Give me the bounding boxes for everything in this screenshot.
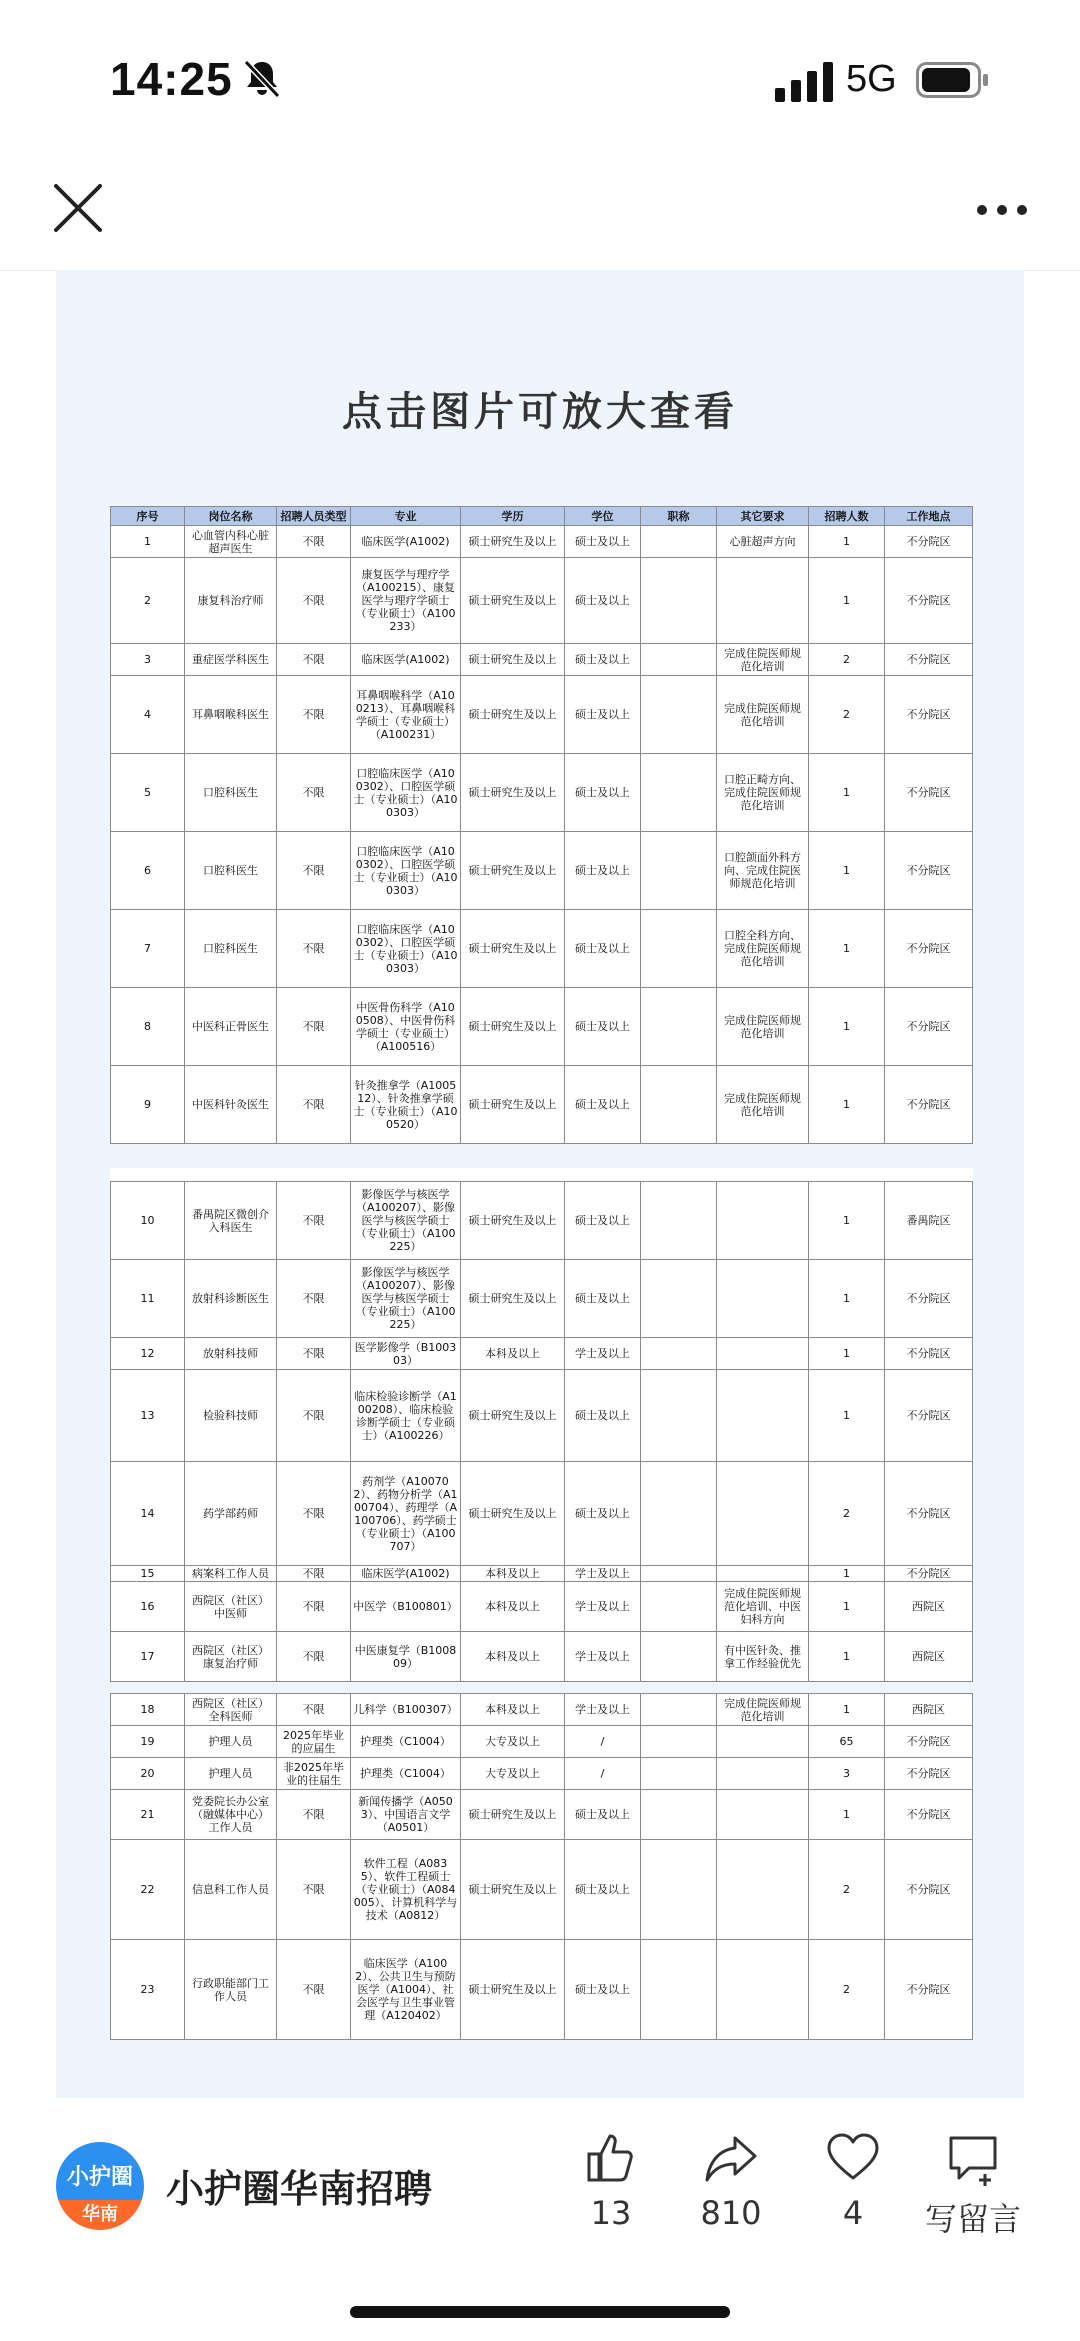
table-cell: 不分院区 — [885, 676, 973, 754]
table-cell — [717, 558, 809, 644]
table-cell: 10 — [111, 1182, 185, 1260]
account-avatar[interactable] — [56, 2142, 144, 2230]
table-cell: 硕士研究生及以上 — [461, 676, 565, 754]
table-cell: 9 — [111, 1066, 185, 1144]
battery-icon — [916, 62, 990, 98]
table-cell — [717, 1462, 809, 1566]
recruitment-table — [110, 1168, 973, 1682]
recruitment-table-part-1 — [110, 506, 972, 1144]
table-cell: 临床医学(A1002) — [351, 644, 461, 676]
more-options-icon[interactable] — [972, 190, 1032, 230]
table-cell: 8 — [111, 988, 185, 1066]
table-cell: 不限 — [277, 1462, 351, 1566]
table-cell: 非2025年毕业的往届生 — [277, 1758, 351, 1790]
table-cell — [641, 1338, 717, 1370]
table-cell: 康复医学与理疗学（A100215）、康复医学与理疗学硕士（专业硕士）（A100233） — [351, 558, 461, 644]
table-cell — [641, 1066, 717, 1144]
table-cell: 硕士及以上 — [565, 910, 641, 988]
table-row — [111, 1338, 973, 1370]
table-cell: 放射科诊断医生 — [185, 1260, 277, 1338]
table-cell: 7 — [111, 910, 185, 988]
table-cell — [641, 676, 717, 754]
table-cell: 西院区（社区）全科医师 — [185, 1694, 277, 1726]
table-row — [111, 1260, 973, 1338]
table-cell: 不分院区 — [885, 526, 973, 558]
table-cell: 不限 — [277, 1840, 351, 1940]
table-cell: 病案科工作人员 — [185, 1566, 277, 1582]
write-comment-label: 写留言 — [924, 2200, 1021, 2238]
table-cell: 23 — [111, 1940, 185, 2040]
table-header-cell: 招聘人数 — [809, 507, 885, 526]
table-cell: 硕士研究生及以上 — [461, 1182, 565, 1260]
table-cell: 2 — [111, 558, 185, 644]
table-cell — [641, 1694, 717, 1726]
table-cell: 1 — [809, 1370, 885, 1462]
table-cell: 番禺院区微创介入科医生 — [185, 1182, 277, 1260]
table-cell: 不分院区 — [885, 832, 973, 910]
table-cell: 学士及以上 — [565, 1566, 641, 1582]
table-cell: 完成住院医师规范化培训、中医妇科方向 — [717, 1582, 809, 1632]
table-cell: 硕士及以上 — [565, 676, 641, 754]
table-cell: 不限 — [277, 644, 351, 676]
table-cell — [717, 1338, 809, 1370]
table-cell: 不限 — [277, 1582, 351, 1632]
table-cell: 临床医学(A1002) — [351, 1566, 461, 1582]
table-cell: 本科及以上 — [461, 1566, 565, 1582]
table-cell: 耳鼻咽喉科医生 — [185, 676, 277, 754]
table-cell: 不分院区 — [885, 1260, 973, 1338]
table-cell: 不分院区 — [885, 1462, 973, 1566]
table-row — [111, 1940, 973, 2040]
table-cell: 大专及以上 — [461, 1758, 565, 1790]
table-row — [111, 1632, 973, 1682]
table-cell: 不限 — [277, 1790, 351, 1840]
table-cell: 中医康复学（B100809） — [351, 1632, 461, 1682]
recruitment-table-part-2 — [110, 1168, 972, 1682]
cellular-signal-icon — [775, 62, 837, 102]
comment-add-icon — [945, 2130, 1001, 2186]
table-cell: 2025年毕业的应届生 — [277, 1726, 351, 1758]
table-cell: 1 — [809, 832, 885, 910]
top-nav-bar — [0, 160, 1080, 271]
account-name[interactable]: 小护圈华南招聘 — [166, 2167, 433, 2211]
table-cell: / — [565, 1758, 641, 1790]
table-cell: 新闻传播学（A0503）、中国语言文学（A0501） — [351, 1790, 461, 1840]
table-cell: 不分院区 — [885, 1370, 973, 1462]
table-cell: 大专及以上 — [461, 1726, 565, 1758]
table-cell: 口腔正畸方向、完成住院医师规范化培训 — [717, 754, 809, 832]
table-cell: 口腔临床医学（A100302）、口腔医学硕士（专业硕士）（A100303） — [351, 832, 461, 910]
status-bar — [0, 0, 1080, 160]
table-cell: 不限 — [277, 754, 351, 832]
table-cell: 护理类（C1004） — [351, 1726, 461, 1758]
table-cell: 临床医学（A1002）、公共卫生与预防医学（A1004）、社会医学与卫生事业管理（A120402） — [351, 1940, 461, 2040]
table-cell: 1 — [809, 754, 885, 832]
like-button[interactable] — [556, 2130, 666, 2232]
table-cell: 西院区（社区）康复治疗师 — [185, 1632, 277, 1682]
table-cell: 儿科学（B100307） — [351, 1694, 461, 1726]
table-cell: 不分院区 — [885, 644, 973, 676]
table-cell: 口腔全科方向、完成住院医师规范化培训 — [717, 910, 809, 988]
table-cell: 不限 — [277, 1940, 351, 2040]
table-cell: 4 — [111, 676, 185, 754]
table-cell: 党委院长办公室（融媒体中心）工作人员 — [185, 1790, 277, 1840]
table-cell: 20 — [111, 1758, 185, 1790]
table-cell: 心脏超声方向 — [717, 526, 809, 558]
table-cell — [717, 1790, 809, 1840]
table-cell: 有中医针灸、推拿工作经验优先 — [717, 1632, 809, 1682]
table-cell: 1 — [111, 526, 185, 558]
table-row — [111, 1582, 973, 1632]
table-cell — [641, 1726, 717, 1758]
recruitment-table-part-3 — [110, 1693, 972, 2040]
table-cell: 不限 — [277, 1632, 351, 1682]
table-cell: 2 — [809, 676, 885, 754]
table-cell: 硕士及以上 — [565, 1940, 641, 2040]
table-header-cell: 工作地点 — [885, 507, 973, 526]
table-cell: 硕士及以上 — [565, 1370, 641, 1462]
table-cell: 硕士研究生及以上 — [461, 988, 565, 1066]
table-cell: 2 — [809, 1840, 885, 1940]
table-header-row — [111, 1168, 973, 1182]
favorite-button[interactable] — [798, 2130, 908, 2232]
table-cell: 不限 — [277, 988, 351, 1066]
article-headline: 点击图片可放大查看 — [342, 389, 738, 435]
table-cell: 硕士研究生及以上 — [461, 910, 565, 988]
table-cell: 硕士及以上 — [565, 1840, 641, 1940]
table-cell: 不分院区 — [885, 1066, 973, 1144]
recruitment-table — [110, 1693, 973, 2040]
table-cell: 1 — [809, 1694, 885, 1726]
table-cell: 硕士及以上 — [565, 754, 641, 832]
table-cell — [641, 558, 717, 644]
table-cell — [641, 1758, 717, 1790]
table-cell: 完成住院医师规范化培训 — [717, 1066, 809, 1144]
network-type: 5G — [846, 58, 897, 100]
table-cell: 1 — [809, 988, 885, 1066]
table-cell: 硕士及以上 — [565, 1066, 641, 1144]
table-cell: 硕士及以上 — [565, 988, 641, 1066]
table-cell: 17 — [111, 1632, 185, 1682]
table-cell — [641, 1370, 717, 1462]
table-cell: 护理类（C1004） — [351, 1758, 461, 1790]
table-cell: 康复科治疗师 — [185, 558, 277, 644]
table-cell: 不分院区 — [885, 1940, 973, 2040]
table-cell: 22 — [111, 1840, 185, 1940]
table-cell: 16 — [111, 1582, 185, 1632]
table-cell: 学士及以上 — [565, 1632, 641, 1682]
share-arrow-icon — [703, 2130, 759, 2186]
table-cell: 硕士研究生及以上 — [461, 1790, 565, 1840]
table-cell: 检验科技师 — [185, 1370, 277, 1462]
table-cell: 不分院区 — [885, 1790, 973, 1840]
table-cell: 硕士及以上 — [565, 526, 641, 558]
table-cell: 口腔科医生 — [185, 910, 277, 988]
table-cell: 1 — [809, 558, 885, 644]
table-cell: 心血管内科心脏超声医生 — [185, 526, 277, 558]
table-cell: 硕士研究生及以上 — [461, 1066, 565, 1144]
table-cell: 不限 — [277, 1182, 351, 1260]
table-row — [111, 676, 973, 754]
table-cell — [717, 1260, 809, 1338]
table-cell: 本科及以上 — [461, 1582, 565, 1632]
table-cell: 不限 — [277, 558, 351, 644]
table-cell: 口腔临床医学（A100302）、口腔医学硕士（专业硕士）（A100303） — [351, 754, 461, 832]
table-cell: 不限 — [277, 910, 351, 988]
table-cell: 不分院区 — [885, 910, 973, 988]
recruitment-table — [110, 506, 973, 1144]
table-cell: 不限 — [277, 1066, 351, 1144]
table-cell: 学士及以上 — [565, 1338, 641, 1370]
table-header-cell: 序号 — [111, 507, 185, 526]
table-cell: 2 — [809, 1940, 885, 2040]
table-cell: 硕士及以上 — [565, 1182, 641, 1260]
table-cell — [717, 1840, 809, 1940]
table-cell: 硕士研究生及以上 — [461, 1940, 565, 2040]
table-cell: 学士及以上 — [565, 1694, 641, 1726]
table-cell — [641, 1940, 717, 2040]
table-cell: 护理人员 — [185, 1758, 277, 1790]
table-cell: 5 — [111, 754, 185, 832]
thumbs-up-icon — [583, 2130, 639, 2186]
table-cell: 1 — [809, 1066, 885, 1144]
table-header-cell: 其它要求 — [717, 507, 809, 526]
table-cell: 1 — [809, 1338, 885, 1370]
table-cell — [641, 1462, 717, 1566]
table-cell: 3 — [111, 644, 185, 676]
table-cell: 药学部药师 — [185, 1462, 277, 1566]
table-cell: 信息科工作人员 — [185, 1840, 277, 1940]
table-cell: 西院区 — [885, 1582, 973, 1632]
table-cell: 2 — [809, 1462, 885, 1566]
table-cell — [641, 1582, 717, 1632]
share-count: 810 — [700, 2194, 762, 2232]
table-cell — [641, 754, 717, 832]
table-row — [111, 1726, 973, 1758]
table-cell — [717, 1726, 809, 1758]
table-row — [111, 1066, 973, 1144]
table-cell: 不限 — [277, 1566, 351, 1582]
table-cell: 护理人员 — [185, 1726, 277, 1758]
table-cell: 软件工程（A0835）、软件工程硕士（专业硕士）（A084005）、计算机科学与技术（A0812） — [351, 1840, 461, 1940]
table-cell: 1 — [809, 1260, 885, 1338]
table-cell: 口腔临床医学（A100302）、口腔医学硕士（专业硕士）（A100303） — [351, 910, 461, 988]
table-cell — [641, 832, 717, 910]
table-cell: 重症医学科医生 — [185, 644, 277, 676]
table-cell: / — [565, 1726, 641, 1758]
table-cell: 完成住院医师规范化培训 — [717, 1694, 809, 1726]
table-cell: 硕士及以上 — [565, 832, 641, 910]
table-cell: 1 — [809, 910, 885, 988]
table-cell: 影像医学与核医学（A100207）、影像医学与核医学硕士（专业硕士）（A100225） — [351, 1182, 461, 1260]
table-cell: 不分院区 — [885, 558, 973, 644]
table-row — [111, 1566, 973, 1582]
table-cell: 不限 — [277, 676, 351, 754]
table-cell: 不分院区 — [885, 1566, 973, 1582]
table-row — [111, 558, 973, 644]
table-cell: 临床检验诊断学（A100208）、临床检验诊断学硕士（专业硕士）（A100226） — [351, 1370, 461, 1462]
table-header-cell: 学位 — [565, 507, 641, 526]
table-cell: 不限 — [277, 1694, 351, 1726]
avatar-bottom-text: 华南 — [82, 2204, 118, 2225]
table-cell: 针灸推拿学（A100512）、针灸推拿学硕士（专业硕士）（A100520） — [351, 1066, 461, 1144]
table-cell: 硕士研究生及以上 — [461, 1462, 565, 1566]
table-cell — [717, 1182, 809, 1260]
table-cell: 硕士研究生及以上 — [461, 644, 565, 676]
table-cell: 硕士研究生及以上 — [461, 832, 565, 910]
table-cell: 2 — [809, 644, 885, 676]
table-cell: 65 — [809, 1726, 885, 1758]
table-cell: 不分院区 — [885, 988, 973, 1066]
table-cell — [641, 1790, 717, 1840]
article-image[interactable] — [56, 270, 1024, 2100]
table-cell — [641, 1632, 717, 1682]
table-row — [111, 1758, 973, 1790]
like-count: 13 — [590, 2194, 632, 2232]
write-comment-button[interactable] — [918, 2130, 1028, 2240]
table-cell: 18 — [111, 1694, 185, 1726]
table-cell: 硕士研究生及以上 — [461, 754, 565, 832]
close-icon[interactable] — [50, 180, 106, 236]
table-cell: 本科及以上 — [461, 1694, 565, 1726]
table-cell: 口腔颌面外科方向、完成住院医师规范化培训 — [717, 832, 809, 910]
table-row — [111, 754, 973, 832]
table-cell: 放射科技师 — [185, 1338, 277, 1370]
table-cell: 不分院区 — [885, 1840, 973, 1940]
table-header-row — [111, 507, 973, 526]
table-cell: 中医学（B100801） — [351, 1582, 461, 1632]
table-row — [111, 1182, 973, 1260]
share-button[interactable] — [676, 2130, 786, 2232]
table-cell: 不分院区 — [885, 1758, 973, 1790]
table-cell — [641, 1260, 717, 1338]
table-cell: 临床医学(A1002) — [351, 526, 461, 558]
table-cell: 口腔科医生 — [185, 754, 277, 832]
table-header-cell: 职称 — [641, 507, 717, 526]
table-cell: 1 — [809, 1566, 885, 1582]
table-cell: 中医科正骨医生 — [185, 988, 277, 1066]
table-cell — [641, 526, 717, 558]
table-row — [111, 910, 973, 988]
table-cell: 完成住院医师规范化培训 — [717, 644, 809, 676]
table-header-cell: 学历 — [461, 507, 565, 526]
table-cell: 不分院区 — [885, 1726, 973, 1758]
table-header-cell: 招聘人员类型 — [277, 507, 351, 526]
table-cell — [641, 1182, 717, 1260]
table-cell — [641, 1840, 717, 1940]
table-cell: 不限 — [277, 832, 351, 910]
table-cell: 硕士研究生及以上 — [461, 558, 565, 644]
table-cell: 学士及以上 — [565, 1582, 641, 1632]
favorite-count: 4 — [842, 2194, 864, 2232]
table-cell: 14 — [111, 1462, 185, 1566]
table-cell: 不限 — [277, 1260, 351, 1338]
table-cell: 药剂学（A100702）、药物分析学（A100704）、药理学（A100706）、药学硕士（专业硕士）（A100707） — [351, 1462, 461, 1566]
table-cell: 硕士研究生及以上 — [461, 1260, 565, 1338]
home-indicator[interactable] — [350, 2306, 730, 2318]
table-cell: 中医科针灸医生 — [185, 1066, 277, 1144]
table-cell: 耳鼻咽喉科学（A100213）、耳鼻咽喉科学硕士（专业硕士）（A100231） — [351, 676, 461, 754]
table-row — [111, 832, 973, 910]
table-cell: 15 — [111, 1566, 185, 1582]
table-cell: 中医骨伤科学（A100508）、中医骨伤科学硕士（专业硕士）（A100516） — [351, 988, 461, 1066]
table-cell: 6 — [111, 832, 185, 910]
table-row — [111, 1370, 973, 1462]
table-row — [111, 1840, 973, 1940]
table-header-cell: 岗位名称 — [185, 507, 277, 526]
table-cell: 西院区 — [885, 1632, 973, 1682]
table-cell: 1 — [809, 526, 885, 558]
table-cell: 西院区（社区）中医师 — [185, 1582, 277, 1632]
status-time: 14:25 — [110, 53, 233, 105]
heart-icon — [825, 2130, 881, 2186]
table-cell: 12 — [111, 1338, 185, 1370]
table-cell — [717, 1370, 809, 1462]
table-cell — [641, 988, 717, 1066]
table-row — [111, 988, 973, 1066]
table-cell: 不分院区 — [885, 754, 973, 832]
table-cell: 西院区 — [885, 1694, 973, 1726]
table-cell: 完成住院医师规范化培训 — [717, 676, 809, 754]
table-cell: 硕士及以上 — [565, 644, 641, 676]
table-row — [111, 526, 973, 558]
table-cell: 13 — [111, 1370, 185, 1462]
table-cell: 11 — [111, 1260, 185, 1338]
table-cell: 1 — [809, 1632, 885, 1682]
table-row — [111, 1694, 973, 1726]
table-cell — [641, 1566, 717, 1582]
table-cell: 1 — [809, 1182, 885, 1260]
avatar-top-text: 小护圈 — [66, 2165, 133, 2190]
table-cell: 硕士及以上 — [565, 1462, 641, 1566]
table-cell: 医学影像学（B100303） — [351, 1338, 461, 1370]
table-header-cell: 专业 — [351, 507, 461, 526]
table-cell: 硕士及以上 — [565, 558, 641, 644]
table-cell — [717, 1758, 809, 1790]
table-cell: 硕士研究生及以上 — [461, 1370, 565, 1462]
table-cell: 完成住院医师规范化培训 — [717, 988, 809, 1066]
table-cell: 本科及以上 — [461, 1338, 565, 1370]
table-cell: 21 — [111, 1790, 185, 1840]
table-cell: 硕士研究生及以上 — [461, 526, 565, 558]
table-cell: 口腔科医生 — [185, 832, 277, 910]
table-cell — [641, 644, 717, 676]
table-cell — [641, 910, 717, 988]
table-cell: 硕士及以上 — [565, 1260, 641, 1338]
table-cell: 不限 — [277, 1370, 351, 1462]
table-row — [111, 1462, 973, 1566]
table-cell: 硕士研究生及以上 — [461, 1840, 565, 1940]
table-cell: 1 — [809, 1790, 885, 1840]
table-row — [111, 1790, 973, 1840]
table-cell: 19 — [111, 1726, 185, 1758]
table-cell: 番禺院区 — [885, 1182, 973, 1260]
table-cell: 硕士及以上 — [565, 1790, 641, 1840]
table-cell: 3 — [809, 1758, 885, 1790]
bell-muted-icon — [240, 56, 284, 100]
table-cell: 不限 — [277, 526, 351, 558]
table-row — [111, 644, 973, 676]
table-cell: 影像医学与核医学（A100207）、影像医学与核医学硕士（专业硕士）（A100225） — [351, 1260, 461, 1338]
table-cell — [717, 1940, 809, 2040]
table-cell — [717, 1566, 809, 1582]
table-cell: 1 — [809, 1582, 885, 1632]
table-cell: 行政职能部门工作人员 — [185, 1940, 277, 2040]
table-cell: 不分院区 — [885, 1338, 973, 1370]
table-cell: 本科及以上 — [461, 1632, 565, 1682]
table-cell: 不限 — [277, 1338, 351, 1370]
